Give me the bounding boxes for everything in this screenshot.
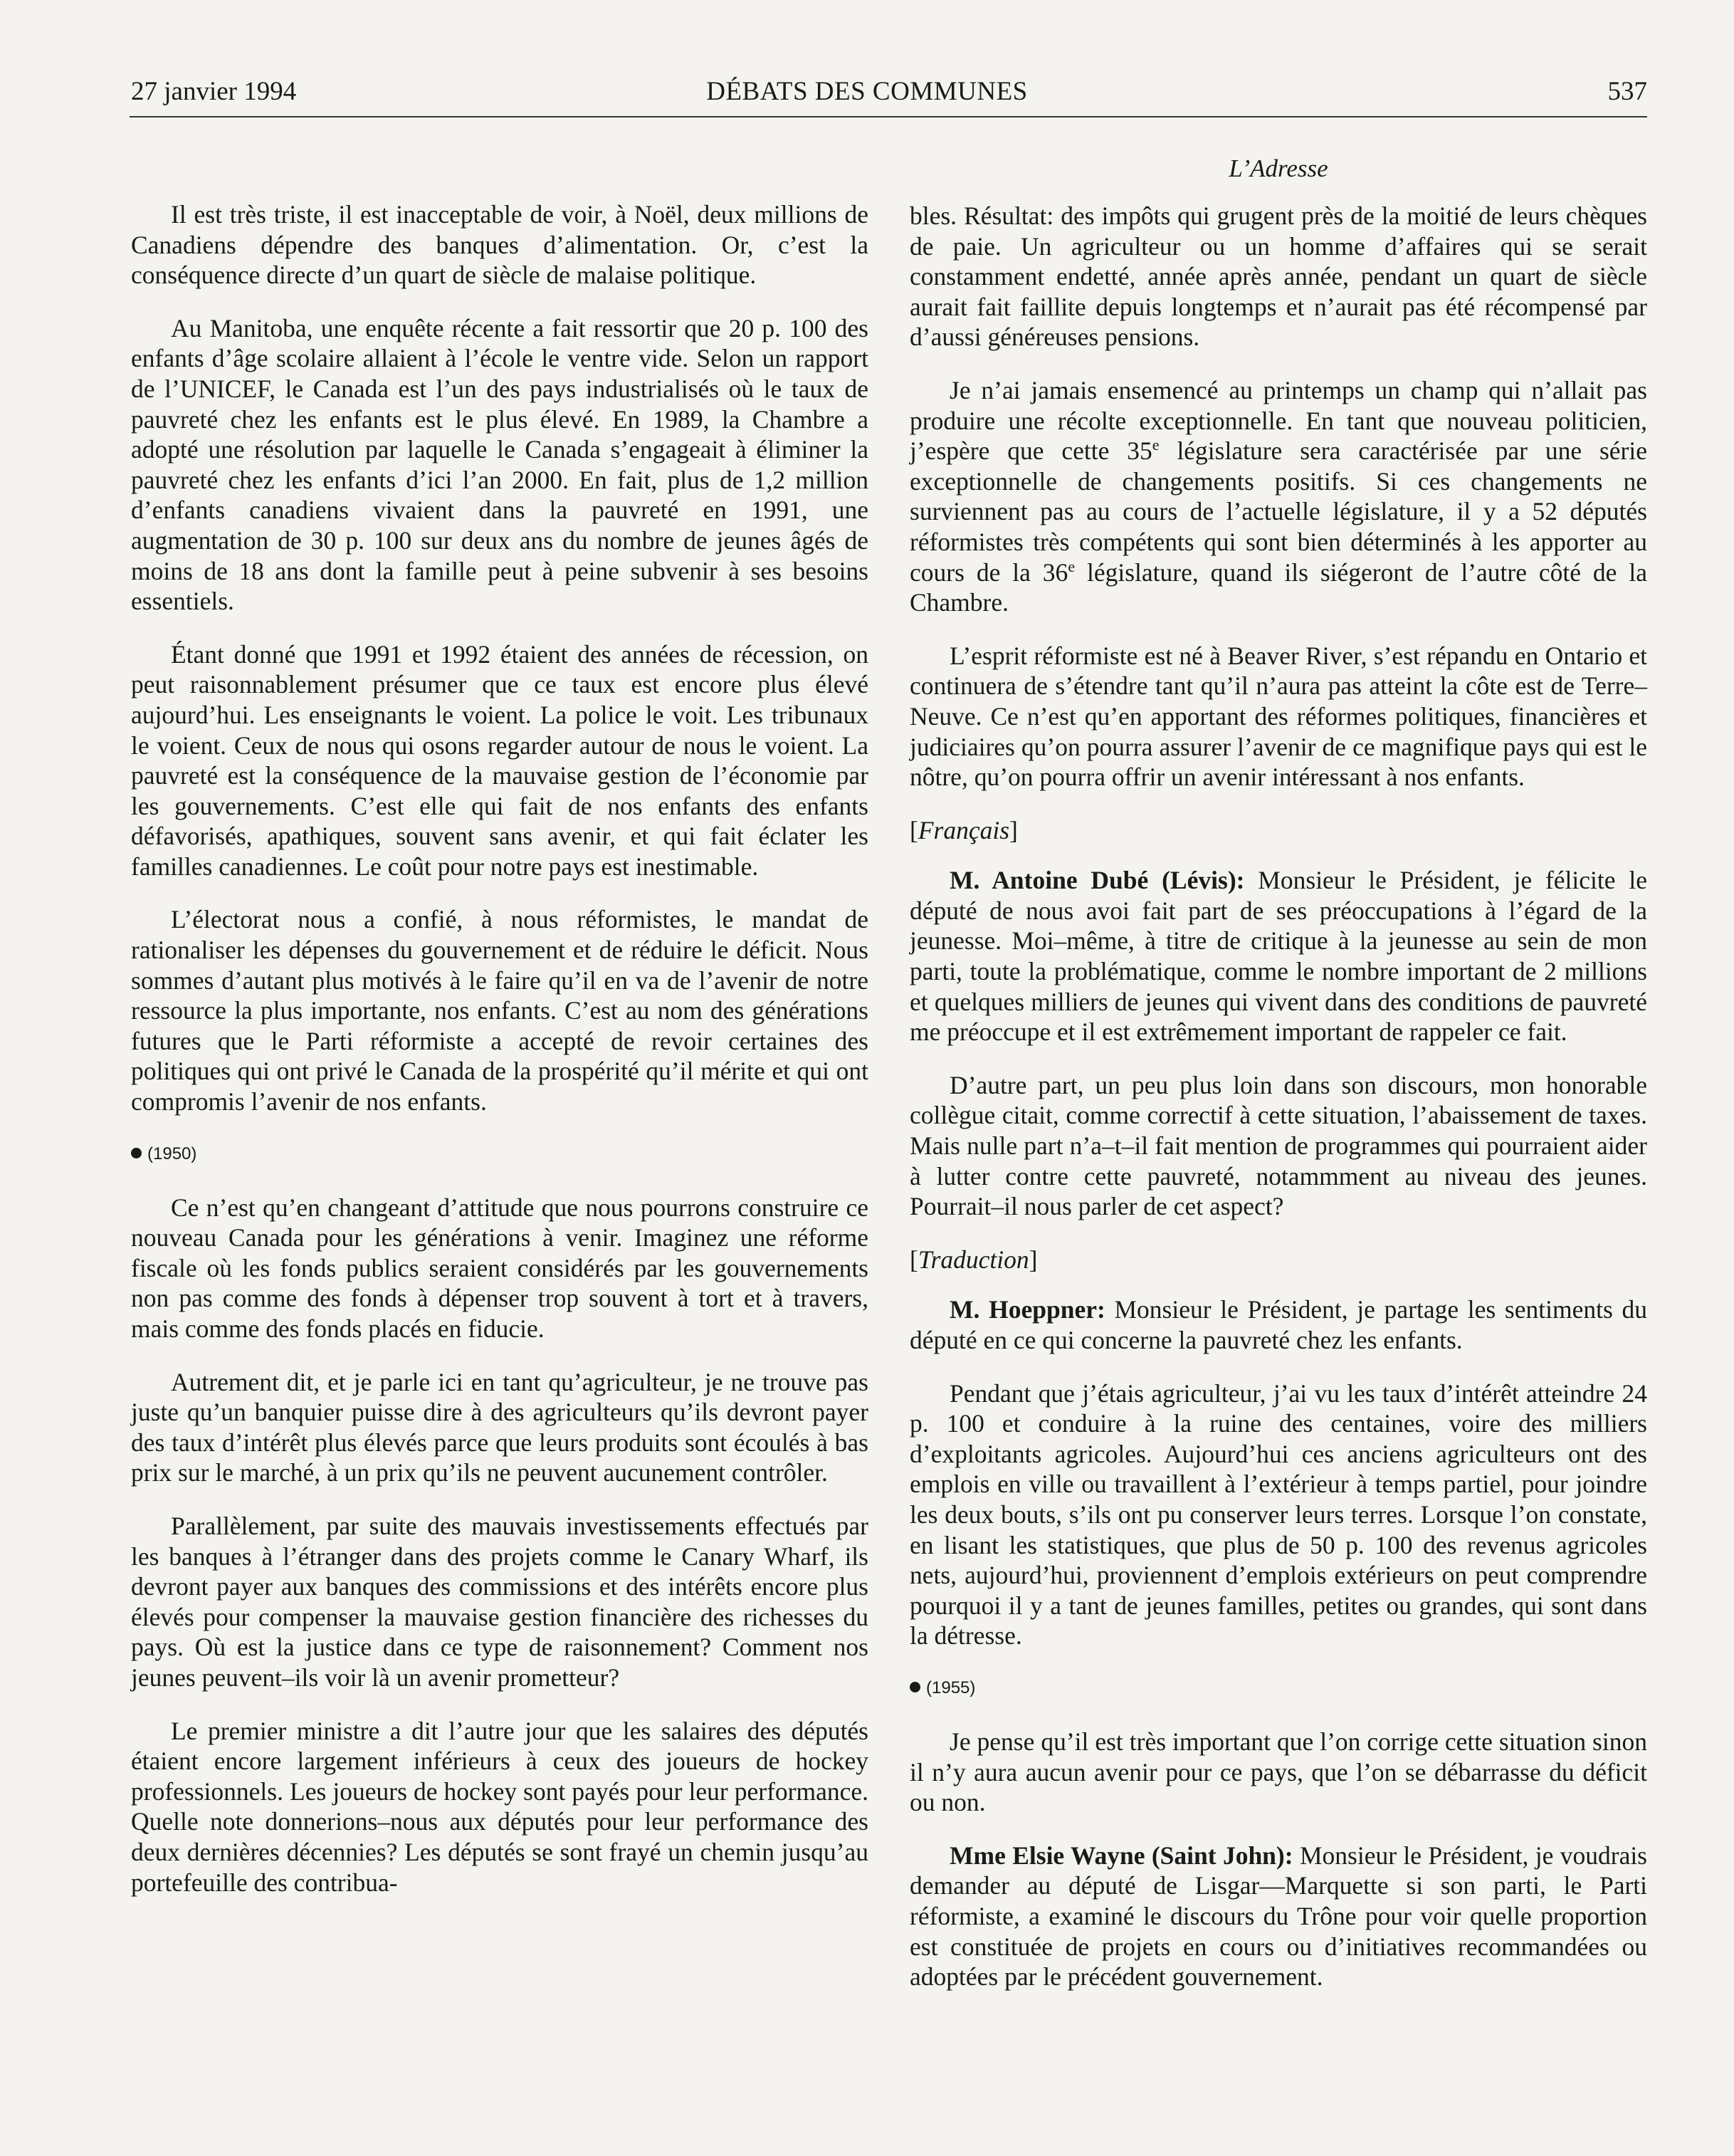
bullet-icon <box>910 1682 920 1692</box>
paragraph-text: législature sera caractérisée par une série exceptionnelle de changements positifs. Si ces changements ne surviennent pas au cours de l’actuelle législature, il y a 52 députés réformistes très compétents qui sont bien déterminés à les apporter au cours de la 36 <box>910 436 1647 587</box>
paragraph-text: Monsieur le Président, je voudrais demander au député de Lisgar—Marquette si son parti, le Parti réformiste, a examiné le discours du Trône pour voir quelle proportion est constituée de projets en cours ou d’initiatives recommandées ou adoptées par le précédent gouvernement. <box>910 1841 1647 1992</box>
timestamp-marker <box>910 1675 1647 1701</box>
paragraph: Il est très triste, il est inacceptable de voir, à Noël, deux millions de Canadiens dépendre des banques d’alimentation. Or, c’est la conséquence directe d’un quart de siècle de malaise politique. <box>131 200 868 290</box>
left-column <box>131 199 868 1920</box>
paragraph <box>910 1294 1647 1355</box>
header-title: DÉBATS DES COMMUNES <box>706 77 1028 106</box>
paragraph: L’esprit réformiste est né à Beaver River, s’est répandu en Ontario et continuera de s’étendre tant qu’il n’aura pas atteint la côte est de Terre–Neuve. Ce n’est qu’en apportant des réformes politiques, financières et judiciaires qu’on pourra assurer l’avenir de ce magnifique pays qui est le nôtre, qu’on pourra offrir un avenir intéressant à nos enfants. <box>910 641 1647 792</box>
paragraph: Je pense qu’il est très important que l’on corrige cette situation sinon il n’y aura aucun avenir pour ce pays, que l’on se débarrasse du déficit ou non. <box>910 1727 1647 1817</box>
paragraph: Étant donné que 1991 et 1992 étaient des années de récession, on peut raisonnablement présumer que ce taux est encore plus élevé aujourd’hui. Les enseignants le voient. La police le voit. Les tribunaux le voient. Ceux de nous qui osons regarder autour de nous le voient. La pauvreté est la conséquence de la mauvaise gestion de l’économie par les gouvernements. C’est elle qui fait de nos enfants des enfants défavorisés, apathiques, souvent sans avenir, et qui fait éclater les familles canadiennes. Le coût pour notre pays est inestimable. <box>131 639 868 881</box>
timestamp-marker <box>131 1141 868 1167</box>
superscript: e <box>1152 436 1160 454</box>
language-marker: [Français] <box>910 815 1018 844</box>
paragraph: bles. Résultat: des impôts qui grugent près de la moitié de leurs chèques de paie. Un agriculteur ou un homme d’affaires qui se serait constamment endetté, année après année, pendant un quart de siècle aurait fait faillite depuis longtemps et n’aurait pas été récompensé par d’aussi généreuses pensions. <box>910 202 1647 352</box>
paragraph: D’autre part, un peu plus loin dans son discours, mon honorable collègue citait, comme correctif à cette situation, l’abaissement de taxes. Mais nulle part n’a–t–il fait mention de programmes qui pourraient aider à lutter contre cette pauvreté, notammment au niveau des jeunes. Pourrait–il nous parler de cet aspect? <box>910 1070 1647 1221</box>
paragraph: Au Manitoba, une enquête récente a fait ressortir que 20 p. 100 des enfants d’âge scolaire allaient à l’école le ventre vide. Selon un rapport de l’UNICEF, le Canada est l’un des pays industrialisés où le taux de pauvreté chez les enfants est le plus élevé. En 1989, la Chambre a adopté une résolution par laquelle le Canada s’engageait à éliminer la pauvreté chez les enfants d’ici l’an 2000. En fait, plus de 1,2 million d’enfants canadiens vivaient dans la pauvreté en 1991, une augmentation de 30 p. 100 sur deux ans du nombre de jeunes âgés de moins de 18 ans dont la famille peut à peine subvenir à ses besoins essentiels. <box>131 313 868 616</box>
section-subheader: L’Adresse <box>1229 155 1328 182</box>
speaker-name: M. Hoeppner: <box>950 1295 1105 1324</box>
paragraph-text: Monsieur le Président, je félicite le député de nous avoi fait part de ses préoccupations à l’égard de la jeunesse. Moi–même, à titre de critique à la jeunesse au sein de mon parti, toute la problématique, comme le nombre important de 2 millions et quelques milliers de jeunes qui vivent dans des conditions de pauvreté me préoccupe et il est extrêmement important de rappeler ce fait. <box>910 866 1647 1047</box>
superscript: e <box>1068 557 1076 575</box>
paragraph-text: Je n’ai jamais ensemencé au printemps un champ qui n’allait pas produire une récolte exceptionnelle. En tant que nouveau politicien, j’espère que cette 35 <box>910 375 1647 466</box>
paragraph <box>910 375 1647 618</box>
paragraph-text: Monsieur le Président, je partage les sentiments du député en ce qui concerne la pauvreté chez les enfants. <box>910 1295 1647 1354</box>
paragraph <box>910 1841 1647 1992</box>
paragraph <box>910 865 1647 1047</box>
bullet-icon <box>131 1148 142 1158</box>
language-label: Français <box>918 815 1010 844</box>
paragraph: Parallèlement, par suite des mauvais investissements effectués par les banques à l’étranger dans des projets comme le Canary Wharf, ils devront payer aux banques des commissions et des intérêts encore plus élevés pour compenser la mauvaise gestion financière des richesses du pays. Où est la justice dans ce type de raisonnement? Comment nos jeunes peuvent–ils voir là un avenir prometteur? <box>131 1511 868 1692</box>
header-rule <box>130 116 1647 117</box>
paragraph: Pendant que j’étais agriculteur, j’ai vu les taux d’intérêt atteindre 24 p. 100 et conduire à la ruine des centaines, voire des milliers d’exploitants agricoles. Aujourd’hui ces anciens agriculteurs ont des emplois en ville ou travaillent à l’extérieur à temps partiel, pour joindre les deux bouts, s’ils ont pu conserver leurs terres. Lorsque l’on constate, en lisant les statistiques, que plus de 50 p. 100 des revenus agricoles nets, aujourd’hui, proviennent d’emplois extérieurs on peut comprendre pourquoi il y a tant de jeunes familles, petites ou grandes, qui sont dans la détresse. <box>910 1378 1647 1650</box>
paragraph: Le premier ministre a dit l’autre jour que les salaires des députés étaient encore largement inférieurs à ceux des joueurs de hockey professionnels. Les joueurs de hockey sont payés pour leur performance. Quelle note donnerions–nous aux députés pour leur performance des deux dernières décennies? Les députés se sont frayé un chemin jusqu’au portefeuille des contribua- <box>131 1716 868 1897</box>
right-column <box>910 201 1647 2015</box>
timestamp: (1955) <box>926 1678 976 1697</box>
paragraph: Autrement dit, et je parle ici en tant qu’agriculteur, je ne trouve pas juste qu’un banquier puisse dire à des agriculteurs qu’ils devront payer des taux d’intérêt plus élevés parce que leurs produits sont écoulés à bas prix sur le marché, à un prix qu’ils ne peuvent aucunement contrôler. <box>131 1367 868 1487</box>
paragraph: L’électorat nous a confié, à nous réformistes, le mandat de rationaliser les dépenses du gouvernement et de réduire le déficit. Nous sommes d’autant plus motivés à le faire qu’il en va de l’avenir de notre ressource la plus importante, nos enfants. C’est au nom des générations futures que le Parti réformiste a accepté de revoir certaines des politiques qui ont privé le Canada de la prospérité qu’il mérite et qui ont compromis l’avenir de nos enfants. <box>131 905 868 1116</box>
timestamp: (1950) <box>147 1144 197 1163</box>
language-label: Traduction <box>918 1245 1029 1274</box>
language-marker: [Traduction] <box>910 1245 1038 1274</box>
paragraph-text: législature, quand ils siégeront de l’autre côté de la Chambre. <box>910 558 1647 617</box>
speaker-name: Mme Elsie Wayne (Saint John): <box>950 1841 1293 1870</box>
paragraph: Ce n’est qu’en changeant d’attitude que nous pourrons construire ce nouveau Canada pour les générations à venir. Imaginez une réforme fiscale où les fonds publics seraient considérés par les gouvernements non pas comme des fonds à dépenser trop souvent à tort et à travers, mais comme des fonds placés en fiducie. <box>131 1193 868 1343</box>
header-date: 27 janvier 1994 <box>131 77 297 106</box>
speaker-name: M. Antoine Dubé (Lévis): <box>950 866 1245 895</box>
page-number: 537 <box>1607 77 1647 106</box>
